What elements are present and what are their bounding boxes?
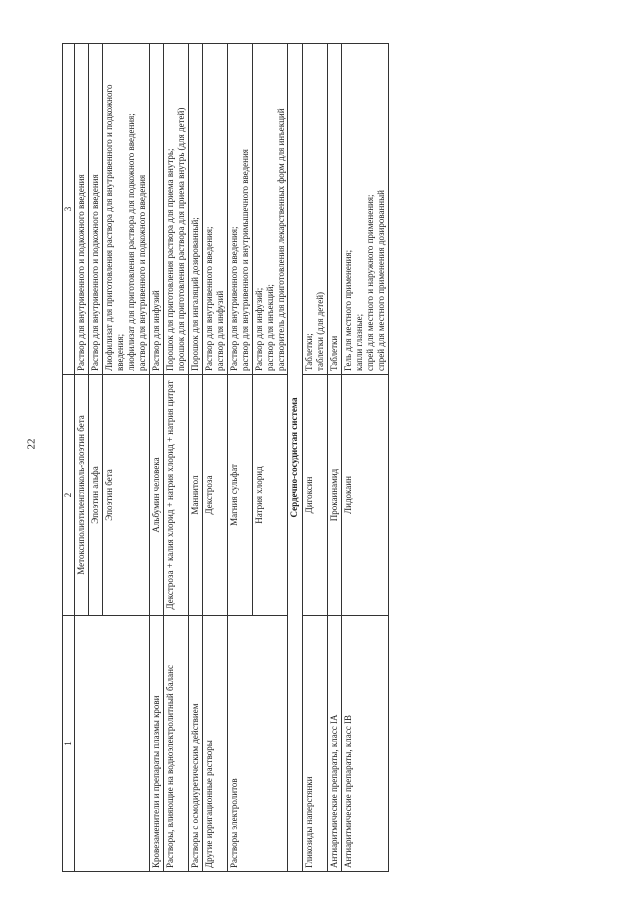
category-cell: Антиаритмические препараты, класс IA: [328, 616, 342, 872]
category-cell: Растворы с осмодиуретическим действием: [188, 616, 202, 872]
substance-name: Прокаинамид: [329, 468, 340, 522]
dosage-form: Гель для местного применения;: [343, 249, 354, 371]
category-cell: Растворы электролитов: [227, 616, 288, 872]
substance-name: Декстроза + калия хлорид + натрия хлорид + натрия цитрат: [164, 380, 175, 610]
dosage-form: Порошок для приготовления раствора для приема внутрь;: [164, 148, 175, 371]
substance-name: Декстроза: [203, 475, 214, 515]
table-row: [342, 44, 389, 872]
dosage-form: Раствор для внутривенного введения;: [203, 226, 214, 371]
dosage-forms-cell: [163, 44, 188, 375]
dosage-forms-cell: [188, 44, 202, 375]
dosage-form: Порошок для ингаляций дозированный;: [189, 217, 200, 371]
table-row: [163, 44, 188, 872]
substance-name: Дигоксин: [304, 476, 315, 514]
substance-cell: [163, 375, 188, 616]
category-cell: [75, 616, 150, 872]
dosage-form: раствор для внутривенного и внутримышечного введения: [239, 149, 250, 371]
substance-cell: [227, 375, 252, 616]
substance-cell: [75, 375, 89, 616]
category-cell: Гликозиды наперстянки: [303, 616, 328, 872]
substance-cell: [102, 375, 149, 616]
header-col-2: 2: [63, 375, 75, 616]
substance-name: Эпоэтин бета: [103, 469, 114, 521]
substance-cell: [202, 375, 227, 616]
table-header-row: [63, 44, 75, 872]
dosage-forms-cell: [202, 44, 227, 375]
substance-cell: [342, 375, 389, 616]
dosage-form: Таблетки: [329, 335, 340, 371]
dosage-forms-cell: [149, 44, 163, 375]
rotated-table-container: [62, 47, 607, 872]
dosage-form: Раствор для внутривенного и подкожного введения: [89, 174, 100, 371]
dosage-form: капли глазные;: [354, 313, 365, 371]
dosage-form: спрей для местного применения дозированный: [376, 190, 387, 371]
dosage-form: раствор для инъекций;: [264, 284, 275, 371]
substance-name: Лидокаин: [343, 476, 354, 514]
substance-name: Маннитол: [189, 475, 200, 515]
substance-cell: [188, 375, 202, 616]
dosage-form: Раствор для инфузий;: [253, 287, 264, 371]
substance-cell: [149, 375, 163, 616]
dosage-forms-cell: [227, 44, 252, 375]
dosage-forms-cell: [75, 44, 89, 375]
dosage-forms-cell: [328, 44, 342, 375]
dosage-form: растворитель для приготовления лекарственных форм для инъекций: [275, 108, 286, 371]
substance-cell: [303, 375, 328, 616]
page-number: 22: [25, 438, 38, 450]
category-cell: Антиаритмические препараты, класс IB: [342, 616, 389, 872]
substance-cell: [328, 375, 342, 616]
substance-name: Эпоэтин альфа: [89, 466, 100, 524]
table-row: [328, 44, 342, 872]
dosage-form: Раствор для инфузий: [150, 290, 161, 371]
dosage-form: раствор для инфузий: [214, 290, 225, 371]
substance-cell: [252, 375, 288, 616]
table-row: [149, 44, 163, 872]
dosage-form: лиофилизат для приготовления раствора для подкожного введения;: [125, 113, 136, 371]
substance-cell: [88, 375, 102, 616]
dosage-form: раствор для внутривенного и подкожного введения: [136, 174, 147, 371]
header-col-1: 1: [63, 616, 75, 872]
table-row: [303, 44, 328, 872]
category-cell: Кровезаменители и препараты плазмы крови: [149, 616, 163, 872]
dosage-form: Раствор для внутривенного введения;: [228, 226, 239, 371]
substance-name: Метоксиполиэтиленгликоль-эпоэтин бета: [76, 415, 86, 575]
dosage-forms-cell: [252, 44, 288, 375]
dosage-forms-cell: [303, 44, 328, 375]
category-cell: Растворы, влияющие на водноэлектролитный баланс: [163, 616, 188, 872]
table-row: [188, 44, 202, 872]
table-row: [75, 44, 89, 872]
dosage-forms-cell: [88, 44, 102, 375]
substance-name: Натрия хлорид: [253, 466, 264, 524]
dosage-form: порошок для приготовления раствора для приема внутрь (для детей): [175, 107, 186, 371]
dosage-form: таблетки (для детей): [315, 291, 326, 371]
category-cell: Другие ирригационные растворы: [202, 616, 227, 872]
header-col-3: 3: [63, 44, 75, 375]
drug-table: [62, 43, 389, 872]
dosage-form: Лиофилизат для приготовления раствора для внутривенного и подкожного введения;: [103, 84, 125, 371]
dosage-form: Раствор для внутривенного и подкожного введения: [76, 174, 86, 371]
section-row: [288, 44, 303, 872]
dosage-forms-cell: [102, 44, 149, 375]
table-row: [227, 44, 252, 872]
substance-name: Альбумин человека: [150, 457, 161, 533]
substance-name: Магния сульфат: [228, 464, 239, 526]
dosage-form: Таблетки;: [304, 333, 315, 371]
table-row: [202, 44, 227, 872]
section-title: Сердечно-сосудистая система: [288, 44, 303, 872]
dosage-form: спрей для местного и наружного применения;: [365, 194, 376, 371]
dosage-forms-cell: [342, 44, 389, 375]
